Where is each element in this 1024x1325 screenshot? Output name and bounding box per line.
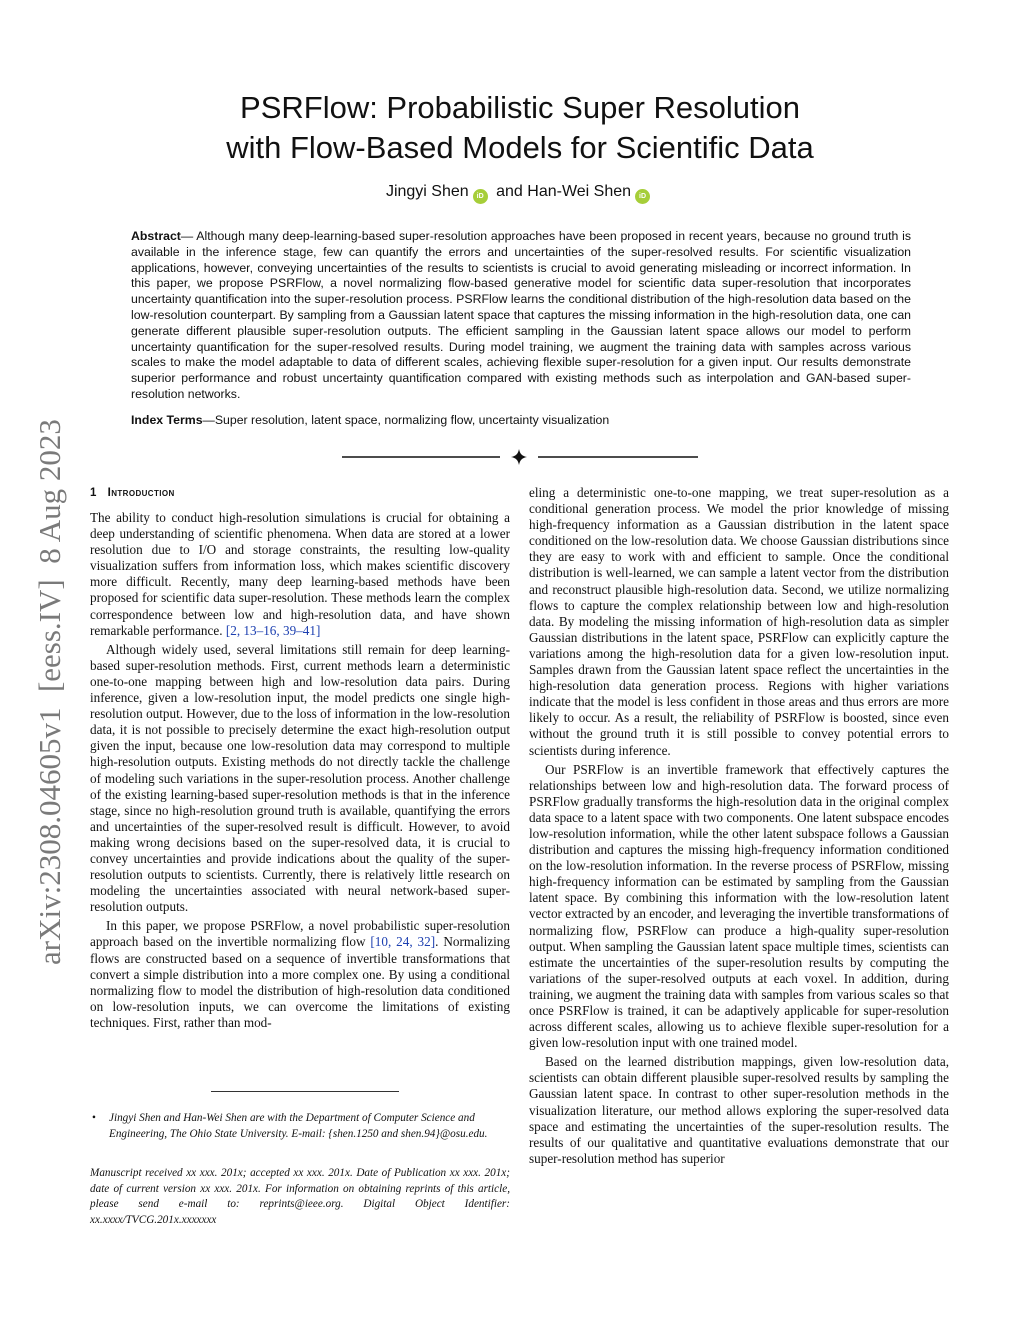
orcid-icon[interactable]: iD — [635, 189, 650, 204]
paper-title — [180, 88, 860, 168]
abstract — [131, 229, 911, 403]
footnote-rule — [211, 1091, 399, 1092]
footnote-manuscript: Manuscript received xx xxx. 201x; accepted xx xxx. 201x. Date of Publication xx xxx. 201x; date of current version xx xxx. 201x. For information on obtaining reprints of this article, please send e-mail to: reprints@ieee.org. Digital Object Identifier: xx.xxxx/TVCG.201x.xxxxxxx — [90, 1167, 510, 1226]
author-name: Jingyi Shen — [385, 183, 469, 200]
paragraph — [529, 762, 949, 1052]
left-column — [90, 485, 510, 1034]
index-terms-text: —Super resolution, latent space, normalizing flow, uncertainty visualization — [202, 413, 610, 427]
footnote-affiliation — [92, 1111, 510, 1142]
abstract-text: — Although many deep-learning-based super-resolution approaches have been proposed in recent years, because no ground truth is available in the inference stage, few can quantify the errors and uncertainties of the super-resolved results. For scientific visualization applications, however, conveying uncertainties of the results to scientists is crucial to avoid generating misleading or incorrect information. In this paper, we propose PSRFlow, a novel normalizing flow-based generative model for scientific data super-resolution that incorporates uncertainty quantification into the super-resolution process. PSRFlow learns the conditional distribution of the high-resolution data based on the low-resolution counterpart. By sampling from a Gaussian latent space that captures the missing information in the high-resolution data, one can generate different plausible super-resolution outputs. The efficient sampling in the Gaussian latent space allows our model to perform uncertainty quantification for the super-resolved results. During model training, we augment the training data with samples across various scales to make the model adaptable to data of different scales, achieving flexible super-resolution for a given input. Our results demonstrate superior performance and robust uncertainty quantification compared with existing methods such as interpolation and GAN-based super-resolution networks. — [131, 229, 911, 401]
arxiv-stamp-text: arXiv:2308.04605v1 [eess.IV] 8 Aug 2023 — [32, 419, 67, 965]
author-list — [180, 183, 860, 204]
title-line-1: PSRFlow: Probabilistic Super Resolution — [240, 90, 800, 125]
paragraph — [90, 642, 510, 916]
affiliation-text: Jingyi Shen and Han-Wei Shen are with the Department of Computer Science and Engineering, The Ohio State University. E-mail: {shen.1250 and shen.94}@osu.edu. — [109, 1112, 488, 1140]
paragraph-text: Although widely used, several limitations still remain for deep learning-based super-resolution methods. First, current methods learn a deterministic one-to-one mapping between high and low-resolution data pairs. During inference, given a low-resolution input, the model predicts one single high-resolution output. However, due to the loss of information in the low-resolution data, it is not possible to precisely determine the exact high-resolution output given the input, because one low-resolution data may correspond to multiple high-resolution outputs. Existing methods do not directly tackle the challenge of modeling such variations in the super-resolution process. Another challenge of the existing learning-based super-resolution methods is that in the inference stage, since no high-resolution ground truth is available, quantifying the errors and uncertainties of the super-resolved result is difficult. However, to avoid making wrong decisions based on the super-resolved data, it is crucial to convey uncertainties and provide indications about the quality of the super-resolution outputs to scientists. Currently, there is relatively little research on modeling the uncertainties associated with neural network-based super-resolution outputs. — [90, 641, 510, 915]
section-heading — [90, 485, 510, 501]
index-terms — [131, 412, 911, 428]
paragraph — [529, 485, 949, 759]
author-name: Han-Wei Shen — [527, 183, 632, 200]
footnote-bullet: • — [92, 1112, 96, 1124]
section-title: Introduction — [107, 487, 175, 499]
paragraph-text: In this paper, we propose PSRFlow, a novel probabilistic super-resolution approach based on the invertible normalizing flow — [90, 918, 510, 950]
paragraph — [529, 1054, 949, 1167]
diamond-ornament-icon — [511, 449, 527, 465]
paragraph-text: eling a deterministic one-to-one mapping, we treat super-resolution as a conditional generation process. We model the prior knowledge of missing high-frequency information as a Gaussian distribution in the latent space conditioned on the low-resolution data. We choose Gaussian distributions since they are easy to work with and efficient to sample. Once the conditional distribution is well-learned, we can sample a latent vector from the distribution and reconstruct plausible high-resolution data. Second, we utilize normalizing flows to capture the complex relationship between low and high-resolution data. By modeling the missing information of high-resolution data as simpler Gaussian distributions in the latent space, PSRFlow can explicitly capture the variations among the high-resolution data for a given low-resolution input. Samples drawn from the Gaussian latent space reflect the uncertainties in the high-resolution data generation process. Regions with higher variations indicate that the model is less confident in those areas and thus errors are more likely to occur. As a result, the reliability of PSRFlow is boosted, since even without the ground truth it is still possible to convey potential errors to scientists during inference. — [529, 485, 949, 758]
paragraph-text: The ability to conduct high-resolution simulations is crucial for obtaining a deep understanding of scientific phenomena. When data are stored at a lower resolution due to I/O and storage constraints, the resulting low-quality visualization suffers from information loss, which makes scientific discovery more difficult. Recently, many deep learning-based methods have been proposed for scientific data super-resolution. These methods learn the complex correspondence between low and high-resolution data, and have shown remarkable performance. — [90, 510, 510, 638]
right-column — [529, 485, 949, 1170]
title-line-2: with Flow-Based Models for Scientific Data — [226, 130, 814, 165]
section-divider — [340, 448, 700, 466]
citation-link[interactable]: [2, 13–16, 39–41] — [225, 622, 321, 638]
index-terms-label: Index Terms — [131, 413, 203, 427]
paragraph-text: Our PSRFlow is an invertible framework that effectively captures the relationships between low and high-resolution data. The forward process of PSRFlow gradually transforms the high-resolution data in the original complex data space to a latent space with two components. One latent subspace encodes low-resolution information, while the other latent subspace follows a Gaussian distribution and captures the missing high-frequency information conditioned on the low-resolution information. In the reverse process of PSRFlow, missing high-frequency information can be estimated by sampling from the Gaussian latent space. By combining this information with the low-resolution latent vector extracted by an encoder, and leveraging the invertible transformations of normalizing flow, PSRFlow can produce a high-quality super-resolution output. When sampling the Gaussian latent space multiple times, scientists can estimate the uncertainties of the super-resolution results by computing the variations of the super-resolved outputs at each voxel. In addition, during training, we augment the training data with samples from various scales so that once PSRFlow is trained, it can be adaptively applicable for super-resolution across different scales, allowing us to achieve flexible super-resolution for a given low-resolution input with one trained model. — [529, 761, 949, 1051]
orcid-icon[interactable]: iD — [473, 189, 488, 204]
citation-link[interactable]: [10, 24, 32] — [370, 934, 436, 950]
paragraph-text: Based on the learned distribution mappings, given low-resolution data, scientists can obtain different plausible super-resolved results by sampling the Gaussian latent space. In contrast to other super-resolution methods in the visualization literature, our method allows exploring the super-resolved data space and estimating the uncertainties of the super-resolution results. The results of our qualitative and quantitative evaluations demonstrate that our super-resolution method has superior — [529, 1054, 949, 1166]
author-conjunction: and — [496, 183, 523, 200]
paragraph-text: . Normalizing flows are constructed based on a sequence of invertible transformations that convert a simple distribution into a more complex one. By using a conditional normalizing flow to model the distribution of high-resolution data conditioned on low-resolution inputs, we can overcome the limitations of existing techniques. First, rather than mod- — [90, 934, 510, 1030]
abstract-label: Abstract — [131, 229, 181, 243]
arxiv-stamp — [14, 350, 74, 970]
paragraph — [90, 510, 510, 639]
section-number: 1 — [90, 487, 97, 499]
paragraph — [90, 918, 510, 1031]
